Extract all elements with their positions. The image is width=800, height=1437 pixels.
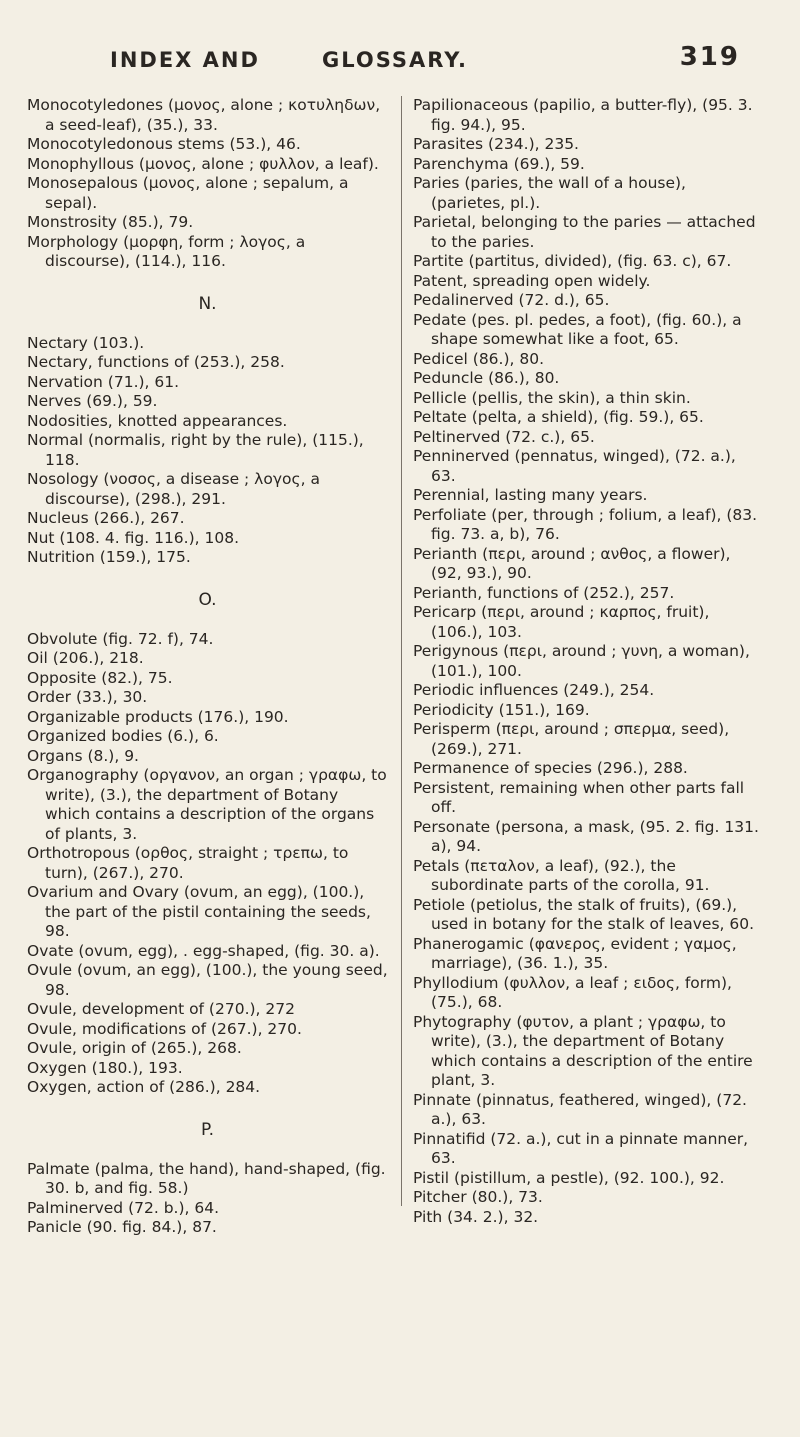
index-entry: Organography (οργανον, an organ ; γραφω, to write), (3.), the department of Botany which contains a description of the organs of plants, 3. bbox=[27, 766, 387, 843]
index-entry: Perfoliate (per, through ; folium, a leaf), (83. fig. 73. a, b), 76. bbox=[413, 505, 758, 543]
index-entry: Pedicel (86.), 80. bbox=[413, 349, 545, 368]
left-column bbox=[27, 96, 388, 1238]
index-entry: Pith (34. 2.), 32. bbox=[413, 1207, 539, 1226]
index-entry: Personate (persona, a mask, (95. 2. fig. 131. a), 94. bbox=[413, 817, 759, 855]
index-entry: Nut (108. 4. fig. 116.), 108. bbox=[27, 528, 240, 547]
index-entry: Parietal, belonging to the paries — attached to the paries. bbox=[413, 213, 756, 251]
running-head bbox=[90, 42, 740, 78]
section-letter-p: P. bbox=[200, 1119, 214, 1140]
index-entry: Pedalinerved (72. d.), 65. bbox=[413, 291, 610, 309]
index-entry: Papilionaceous (papilio, a butter-fly), (95. 3. fig. 94.), 95. bbox=[413, 96, 753, 134]
index-entry: Organized bodies (6.), 6. bbox=[27, 727, 219, 745]
index-entry: Ovate (ovum, egg), . egg-shaped, (fig. 30. a). bbox=[27, 941, 380, 960]
index-entry: Pinnatifid (72. a.), cut in a pinnate manner, 63. bbox=[413, 1129, 749, 1167]
index-entry: Monophyllous (μονος, alone ; φυλλον, a leaf). bbox=[27, 154, 379, 173]
index-entry: Normal (normalis, right by the rule), (115.), 118. bbox=[27, 431, 364, 469]
index-entry: Nerves (69.), 59. bbox=[27, 392, 158, 410]
index-entry: Pinnate (pinnatus, feathered, winged), (72. a.), 63. bbox=[413, 1090, 747, 1128]
index-entry: Paries (paries, the wall of a house), (parietes, pl.). bbox=[413, 174, 686, 212]
index-entry: Monocotyledonous stems (53.), 46. bbox=[27, 135, 301, 153]
index-entry: Ovule, development of (270.), 272 bbox=[27, 1000, 295, 1018]
index-entry: Petals (πεταλον, a leaf), (92.), the subordinate parts of the corolla, 91. bbox=[413, 856, 710, 894]
index-entry: Monosepalous (μονος, alone ; sepalum, a sepal). bbox=[27, 174, 349, 212]
index-entry: Periodic influences (249.), 254. bbox=[413, 681, 655, 699]
index-entry: Oxygen, action of (286.), 284. bbox=[27, 1078, 261, 1096]
index-entry: Monstrosity (85.), 79. bbox=[27, 213, 194, 231]
right-column bbox=[413, 96, 761, 1227]
index-entry: Order (33.), 30. bbox=[27, 688, 148, 706]
index-entry: Peltate (pelta, a shield), (fig. 59.), 65. bbox=[413, 408, 704, 426]
index-entry: Nutrition (159.), 175. bbox=[27, 548, 191, 566]
index-entry: Ovarium and Ovary (ovum, an egg), (100.), the part of the pistil containing the seeds, 98. bbox=[27, 883, 371, 940]
index-entry: Phyllodium (φυλλον, a leaf ; ειδος, form), (75.), 68. bbox=[413, 973, 732, 1011]
index-entry: Petiole (petiolus, the stalk of fruits), (69.), used in botany for the stalk of leaves, 60. bbox=[413, 895, 755, 933]
index-entry: Pedate (pes. pl. pedes, a foot), (fig. 60.), a shape somewhat like a foot, 65. bbox=[413, 310, 742, 348]
index-entry: Peduncle (86.), 80. bbox=[413, 369, 560, 387]
entries-o bbox=[27, 630, 388, 1098]
index-entry: Phanerogamic (φανερος, evident ; γαμος, marriage), (36. 1.), 35. bbox=[413, 934, 737, 972]
index-entry: Perennial, lasting many years. bbox=[413, 486, 648, 504]
index-entry: Partite (partitus, divided), (fig. 63. c), 67. bbox=[413, 252, 732, 270]
index-entry: Periodicity (151.), 169. bbox=[413, 700, 590, 719]
index-entry: Perianth (περι, around ; ανθος, a flower), (92, 93.), 90. bbox=[413, 544, 731, 582]
index-entry: Parenchyma (69.), 59. bbox=[413, 154, 585, 173]
index-entry: Organs (8.), 9. bbox=[27, 746, 139, 765]
index-entry: Orthotropous (ορθος, straight ; τρεπω, to turn), (267.), 270. bbox=[27, 844, 349, 882]
page-number: 319 bbox=[679, 42, 740, 72]
index-entry: Palmate (palma, the hand), hand-shaped, (fig. 30. b, and fig. 58.) bbox=[27, 1159, 386, 1197]
index-entry: Ovule, modifications of (267.), 270. bbox=[27, 1019, 302, 1038]
section-letter-o: O. bbox=[198, 589, 217, 610]
entries-m bbox=[27, 96, 388, 272]
section-letter-n: N. bbox=[198, 293, 217, 314]
index-entry: Oxygen (180.), 193. bbox=[27, 1058, 183, 1077]
index-entry: Monocotyledones (μονος, alone ; κοτυληδων, a seed-leaf), (35.), 33. bbox=[27, 96, 381, 134]
entries-n bbox=[27, 334, 388, 568]
index-entry: Palminerved (72. b.), 64. bbox=[27, 1198, 220, 1217]
index-entry: Opposite (82.), 75. bbox=[27, 668, 173, 687]
index-entry: Nosology (νοσος, a disease ; λογος, a discourse), (298.), 291. bbox=[27, 470, 320, 508]
index-entry: Parasites (234.), 235. bbox=[413, 135, 579, 153]
entries-p bbox=[27, 1160, 388, 1238]
index-entry: Nucleus (266.), 267. bbox=[27, 509, 185, 527]
running-head-left: INDEX AND bbox=[110, 48, 260, 72]
index-entry: Persistent, remaining when other parts fall off. bbox=[413, 778, 745, 816]
index-entry: Permanence of species (296.), 288. bbox=[413, 759, 688, 777]
column-divider bbox=[401, 96, 402, 1206]
index-entry: Ovule, origin of (265.), 268. bbox=[27, 1039, 242, 1057]
index-entry: Peltinerved (72. c.), 65. bbox=[413, 427, 595, 446]
index-entry: Patent, spreading open widely. bbox=[413, 271, 651, 290]
index-entry: Obvolute (fig. 72. f), 74. bbox=[27, 629, 214, 648]
index-entry: Oil (206.), 218. bbox=[27, 649, 144, 667]
index-entry: Morphology (μορφη, form ; λογος, a discourse), (114.), 116. bbox=[27, 232, 306, 270]
index-entry: Nodosities, knotted appearances. bbox=[27, 411, 288, 430]
running-head-right: GLOSSARY. bbox=[322, 48, 469, 72]
index-entry: Nervation (71.), 61. bbox=[27, 372, 180, 391]
index-entry: Perisperm (περι, around ; σπερμα, seed), (269.), 271. bbox=[413, 720, 730, 758]
index-entry: Pistil (pistillum, a pestle), (92. 100.), 92. bbox=[413, 1168, 725, 1187]
index-entry: Panicle (90. fig. 84.), 87. bbox=[27, 1218, 217, 1236]
index-entry: Organizable products (176.), 190. bbox=[27, 707, 289, 726]
index-entry: Ovule (ovum, an egg), (100.), the young seed, 98. bbox=[27, 961, 388, 999]
index-entry: Penninerved (pennatus, winged), (72. a.), 63. bbox=[413, 447, 736, 485]
index-entry: Nectary, functions of (253.), 258. bbox=[27, 353, 285, 371]
index-entry: Pitcher (80.), 73. bbox=[413, 1188, 543, 1206]
index-entry: Phytography (φυτον, a plant ; γραφω, to write), (3.), the department of Botany which contains a description of the entire plant, 3. bbox=[413, 1012, 753, 1089]
index-entry: Pericarp (περι, around ; καρπος, fruit), (106.), 103. bbox=[413, 603, 710, 641]
index-entry: Perigynous (περι, around ; γυνη, a woman), (101.), 100. bbox=[413, 642, 750, 680]
index-entry: Pellicle (pellis, the skin), a thin skin. bbox=[413, 388, 691, 407]
index-entry: Nectary (103.). bbox=[27, 333, 145, 352]
index-entry: Perianth, functions of (252.), 257. bbox=[413, 583, 675, 602]
